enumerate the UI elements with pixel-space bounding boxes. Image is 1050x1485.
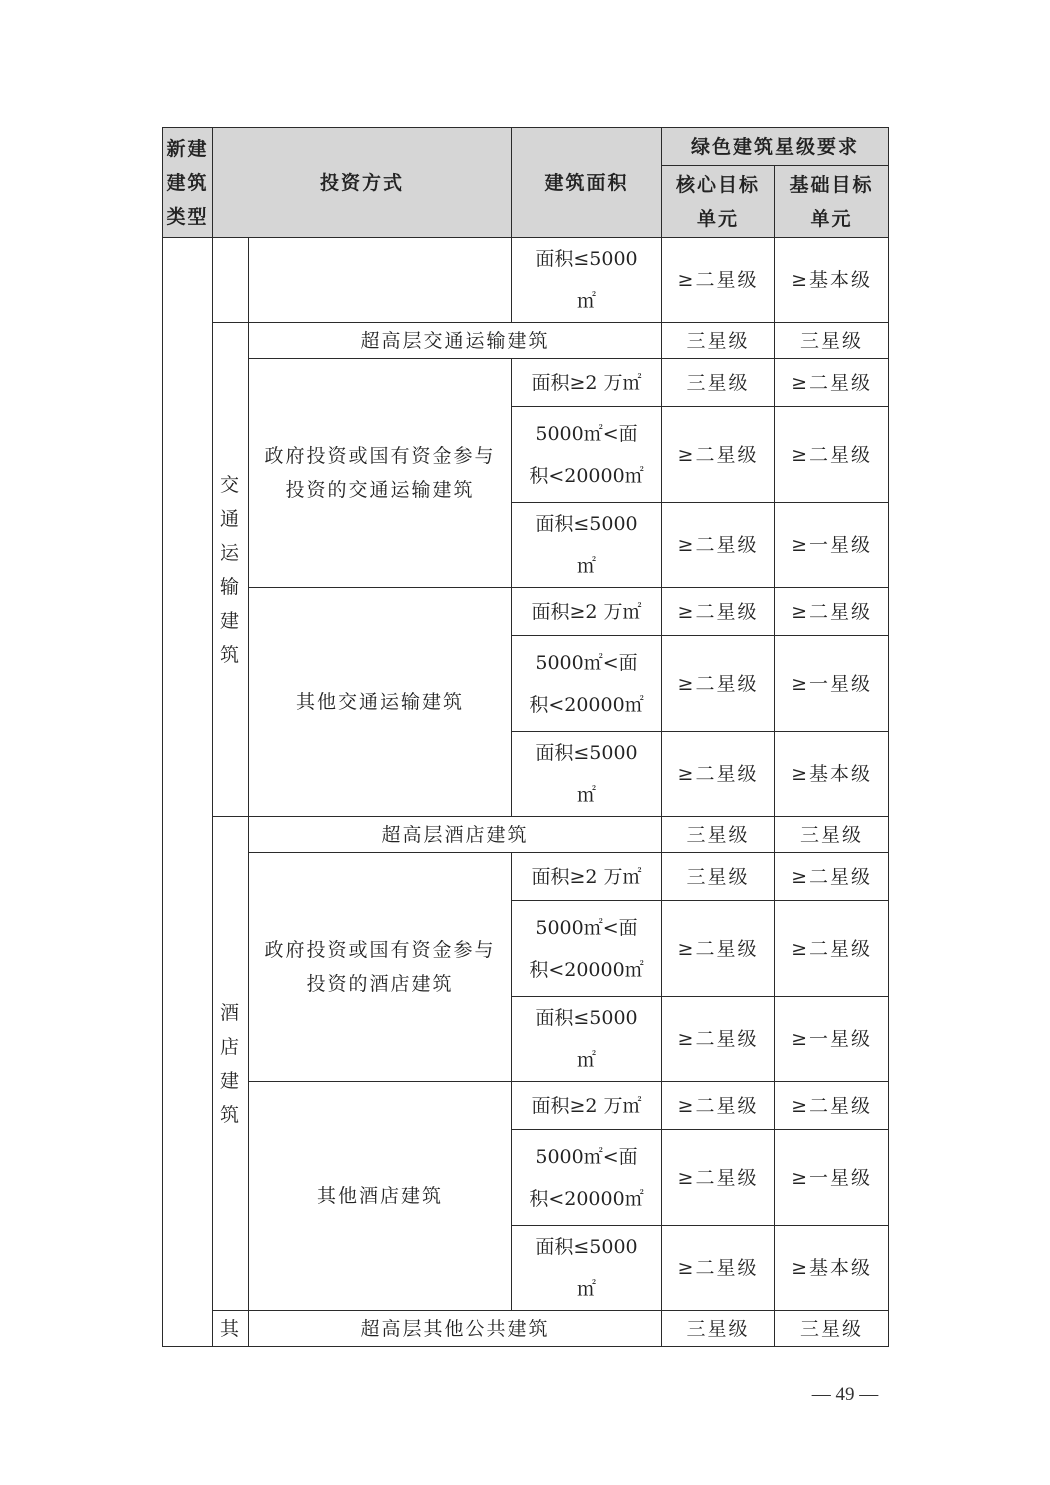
area-cell: 面积≥2 万㎡ xyxy=(512,853,662,901)
hotel-label: 酒 店 建 筑 xyxy=(213,817,249,1311)
core-cell: ≥二星级 xyxy=(662,1082,775,1130)
base-cell: ≥二星级 xyxy=(775,407,889,503)
base-cell: 三星级 xyxy=(775,1311,889,1347)
area-cell: 面积≤5000 ㎡ xyxy=(512,997,662,1082)
core-cell: 三星级 xyxy=(662,817,775,853)
core-cell: 三星级 xyxy=(662,1311,775,1347)
other-superhigh-name: 超高层其他公共建筑 xyxy=(249,1311,662,1347)
area-cell: 5000㎡<面 积<20000㎡ xyxy=(512,407,662,503)
header-investment: 投资方式 xyxy=(213,128,512,238)
base-cell: ≥二星级 xyxy=(775,853,889,901)
core-cell: ≥二星级 xyxy=(662,238,775,323)
core-cell: ≥二星级 xyxy=(662,407,775,503)
subtype-cell-empty xyxy=(213,238,249,323)
header-base-target: 基础目标 单元 xyxy=(775,166,889,238)
area-cell: 5000㎡<面 积<20000㎡ xyxy=(512,636,662,732)
base-cell: ≥二星级 xyxy=(775,901,889,997)
area-cell: 面积≥2 万㎡ xyxy=(512,588,662,636)
transport-gov-name: 政府投资或国有资金参与 投资的交通运输建筑 xyxy=(249,359,512,588)
base-cell: 三星级 xyxy=(775,817,889,853)
hotel-other-name: 其他酒店建筑 xyxy=(249,1082,512,1311)
base-cell: ≥一星级 xyxy=(775,997,889,1082)
building-type-column xyxy=(163,238,213,1347)
base-cell: ≥二星级 xyxy=(775,359,889,407)
investment-cell-empty xyxy=(249,238,512,323)
core-cell: ≥二星级 xyxy=(662,588,775,636)
base-cell: ≥二星级 xyxy=(775,588,889,636)
base-cell: 三星级 xyxy=(775,323,889,359)
core-cell: ≥二星级 xyxy=(662,1130,775,1226)
transport-other-name: 其他交通运输建筑 xyxy=(249,588,512,817)
base-cell: ≥一星级 xyxy=(775,636,889,732)
base-cell: ≥基本级 xyxy=(775,732,889,817)
area-cell: 面积≤5000 ㎡ xyxy=(512,1226,662,1311)
area-cell: 面积≥2 万㎡ xyxy=(512,1082,662,1130)
header-core-target: 核心目标 单元 xyxy=(662,166,775,238)
base-cell: ≥二星级 xyxy=(775,1082,889,1130)
core-cell: ≥二星级 xyxy=(662,732,775,817)
header-green-requirement: 绿色建筑星级要求 xyxy=(662,128,889,166)
area-cell: 5000㎡<面 积<20000㎡ xyxy=(512,901,662,997)
core-cell: ≥二星级 xyxy=(662,997,775,1082)
header-building-type: 新建 建筑 类型 xyxy=(163,128,213,238)
core-cell: ≥二星级 xyxy=(662,901,775,997)
base-cell: ≥基本级 xyxy=(775,238,889,323)
base-cell: ≥一星级 xyxy=(775,1130,889,1226)
core-cell: ≥二星级 xyxy=(662,503,775,588)
core-cell: 三星级 xyxy=(662,853,775,901)
area-cell: 面积≤5000 ㎡ xyxy=(512,503,662,588)
area-cell: 面积≥2 万㎡ xyxy=(512,359,662,407)
core-cell: ≥二星级 xyxy=(662,636,775,732)
core-cell: 三星级 xyxy=(662,359,775,407)
core-cell: ≥二星级 xyxy=(662,1226,775,1311)
area-cell: 面积≤5000 ㎡ xyxy=(512,732,662,817)
transport-superhigh-name: 超高层交通运输建筑 xyxy=(249,323,662,359)
area-cell: 5000㎡<面 积<20000㎡ xyxy=(512,1130,662,1226)
green-building-requirements-table xyxy=(162,127,889,1347)
core-cell: 三星级 xyxy=(662,323,775,359)
header-area: 建筑面积 xyxy=(512,128,662,238)
hotel-gov-name: 政府投资或国有资金参与 投资的酒店建筑 xyxy=(249,853,512,1082)
base-cell: ≥一星级 xyxy=(775,503,889,588)
hotel-superhigh-name: 超高层酒店建筑 xyxy=(249,817,662,853)
page-number: — 49 — xyxy=(811,1384,879,1405)
other-public-label: 其 xyxy=(213,1311,249,1347)
base-cell: ≥基本级 xyxy=(775,1226,889,1311)
transport-label: 交 通 运 输 建 筑 xyxy=(213,323,249,817)
area-cell: 面积≤5000 ㎡ xyxy=(512,238,662,323)
